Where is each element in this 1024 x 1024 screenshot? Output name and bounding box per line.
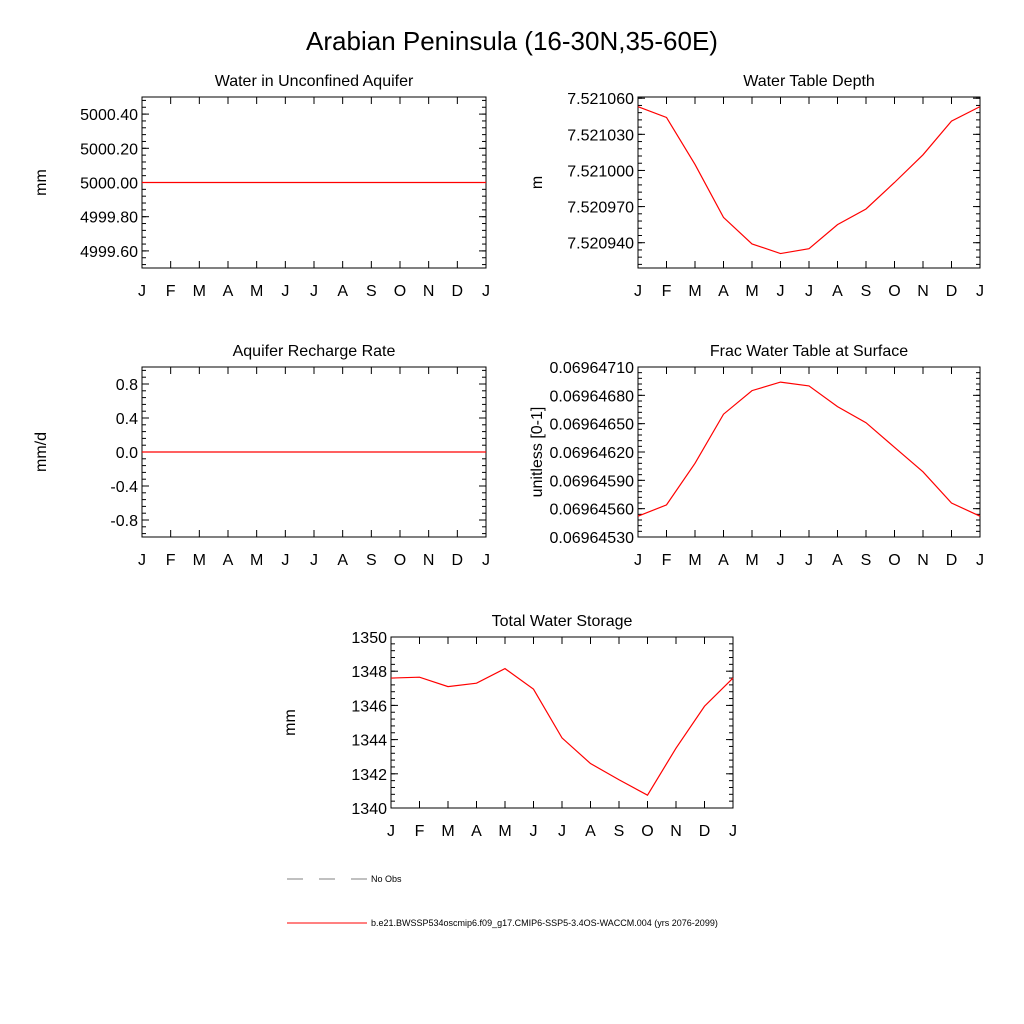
y-axis-label: mm/d	[33, 432, 50, 472]
y-tick-label: 7.521030	[567, 127, 634, 145]
y-tick-label: 0.4	[115, 411, 138, 428]
x-tick-label: S	[860, 552, 872, 569]
x-tick-label: J	[976, 552, 984, 569]
y-tick-label: 7.521060	[567, 91, 634, 109]
x-tick-label: M	[192, 283, 206, 300]
legend	[287, 874, 718, 928]
series-line	[391, 669, 733, 796]
plot-frame	[638, 97, 980, 268]
y-tick-label: -0.8	[110, 513, 138, 530]
panel-title: Water in Unconfined Aquifer	[214, 73, 414, 90]
y-tick-label: 0.06964620	[549, 445, 634, 462]
x-tick-label: A	[832, 283, 843, 300]
x-tick-label: J	[776, 552, 785, 569]
x-tick-label: M	[688, 283, 702, 300]
x-tick-label: J	[634, 552, 642, 569]
y-tick-label: 1346	[351, 698, 387, 716]
chart-panel-total-water-storage	[282, 613, 737, 840]
y-tick-label: 1342	[351, 766, 387, 784]
y-tick-label: 0.0	[115, 445, 138, 462]
x-tick-label: S	[613, 823, 625, 840]
y-tick-label: 7.520970	[567, 199, 634, 217]
y-tick-label: 1340	[351, 801, 387, 818]
series-line	[638, 107, 980, 254]
x-tick-label: A	[222, 552, 234, 569]
x-tick-label: J	[558, 823, 566, 840]
x-tick-label: M	[745, 552, 759, 569]
y-tick-label: 0.06964680	[549, 388, 634, 406]
y-tick-label: 4999.80	[80, 209, 138, 227]
x-tick-label: A	[222, 283, 234, 300]
x-tick-label: J	[310, 283, 318, 300]
x-tick-label: J	[310, 552, 318, 569]
x-tick-label: A	[718, 283, 729, 300]
panel-title: Aquifer Recharge Rate	[232, 343, 396, 360]
x-tick-label: S	[860, 283, 872, 300]
y-tick-label: 1350	[351, 630, 387, 647]
x-tick-label: O	[888, 552, 901, 569]
x-tick-label: F	[165, 283, 176, 300]
y-tick-label: 5000.20	[80, 141, 138, 159]
x-tick-label: A	[337, 283, 349, 300]
chart-panel-aquifer-recharge-rate	[33, 343, 490, 569]
x-tick-label: J	[482, 283, 490, 300]
x-tick-label: J	[634, 283, 642, 300]
x-tick-label: S	[365, 283, 377, 300]
x-tick-label: J	[805, 552, 813, 569]
x-tick-label: N	[422, 283, 435, 300]
x-tick-label: O	[393, 552, 407, 569]
x-tick-label: J	[529, 823, 538, 840]
x-tick-label: J	[138, 283, 146, 300]
x-tick-label: N	[917, 283, 929, 300]
x-tick-label: J	[805, 283, 813, 300]
x-tick-label: M	[498, 823, 512, 840]
x-tick-label: O	[888, 283, 901, 300]
x-tick-label: F	[165, 552, 176, 569]
y-tick-label: 0.06964650	[549, 416, 634, 434]
x-tick-label: D	[945, 552, 958, 569]
x-tick-label: O	[393, 283, 407, 300]
y-tick-label: 0.06964590	[549, 473, 634, 491]
legend-label-no-obs: No Obs	[371, 874, 402, 884]
x-tick-label: A	[471, 823, 482, 840]
chart-panel-water-in-unconfined-aquifer	[33, 73, 490, 300]
x-tick-label: M	[745, 283, 759, 300]
panel-title: Water Table Depth	[743, 73, 875, 90]
x-tick-label: A	[832, 552, 843, 569]
x-tick-label: N	[422, 552, 435, 569]
x-tick-label: J	[138, 552, 146, 569]
x-tick-label: J	[776, 283, 785, 300]
y-axis-label: mm	[282, 709, 299, 736]
y-tick-label: 5000.40	[80, 107, 138, 125]
x-tick-label: D	[945, 283, 958, 300]
legend-label-model-run: b.e21.BWSSP534oscmip6.f09_g17.CMIP6-SSP5-3.4OS-WACCM.004 (yrs 2076-2099)	[371, 918, 718, 928]
y-axis-label: unitless [0-1]	[529, 406, 546, 498]
y-tick-label: 5000.00	[80, 175, 138, 193]
figure-title: Arabian Peninsula (16-30N,35-60E)	[306, 26, 718, 56]
panel-title: Total Water Storage	[491, 613, 633, 630]
x-tick-label: J	[281, 552, 290, 569]
x-tick-label: F	[661, 283, 672, 300]
y-tick-label: 0.06964530	[549, 530, 634, 547]
series-line	[638, 382, 980, 516]
y-axis-label: mm	[33, 169, 50, 196]
x-tick-label: M	[250, 283, 264, 300]
plot-frame	[391, 637, 733, 808]
y-axis-label: m	[529, 175, 546, 190]
x-tick-label: M	[688, 552, 702, 569]
x-tick-label: J	[976, 283, 984, 300]
chart-panel-water-table-depth	[529, 73, 984, 300]
plot-frame	[638, 367, 980, 537]
x-tick-label: D	[451, 552, 464, 569]
x-tick-label: A	[585, 823, 596, 840]
x-tick-label: J	[281, 283, 290, 300]
x-tick-label: A	[718, 552, 729, 569]
x-tick-label: N	[670, 823, 682, 840]
y-tick-label: 7.520940	[567, 235, 634, 253]
panel-title: Frac Water Table at Surface	[709, 343, 909, 360]
y-tick-label: 4999.60	[80, 243, 138, 261]
chart-panel-frac-water-table-at-surface	[529, 343, 984, 569]
x-tick-label: M	[192, 552, 206, 569]
chart-panels	[33, 73, 984, 840]
x-tick-label: N	[917, 552, 929, 569]
y-tick-label: 0.8	[115, 377, 138, 394]
x-tick-label: F	[661, 552, 672, 569]
x-tick-label: J	[729, 823, 737, 840]
y-tick-label: 1348	[351, 664, 387, 682]
y-tick-label: -0.4	[110, 479, 138, 496]
x-tick-label: J	[387, 823, 395, 840]
y-tick-label: 0.06964710	[549, 360, 634, 377]
x-tick-label: A	[337, 552, 349, 569]
x-tick-label: F	[414, 823, 425, 840]
x-tick-label: D	[698, 823, 711, 840]
x-tick-label: S	[365, 552, 377, 569]
x-tick-label: J	[482, 552, 490, 569]
y-tick-label: 1344	[351, 732, 387, 750]
x-tick-label: O	[641, 823, 654, 840]
y-tick-label: 7.521000	[567, 163, 634, 181]
x-tick-label: M	[441, 823, 455, 840]
y-tick-label: 0.06964560	[549, 501, 634, 519]
x-tick-label: M	[250, 552, 264, 569]
x-tick-label: D	[451, 283, 464, 300]
